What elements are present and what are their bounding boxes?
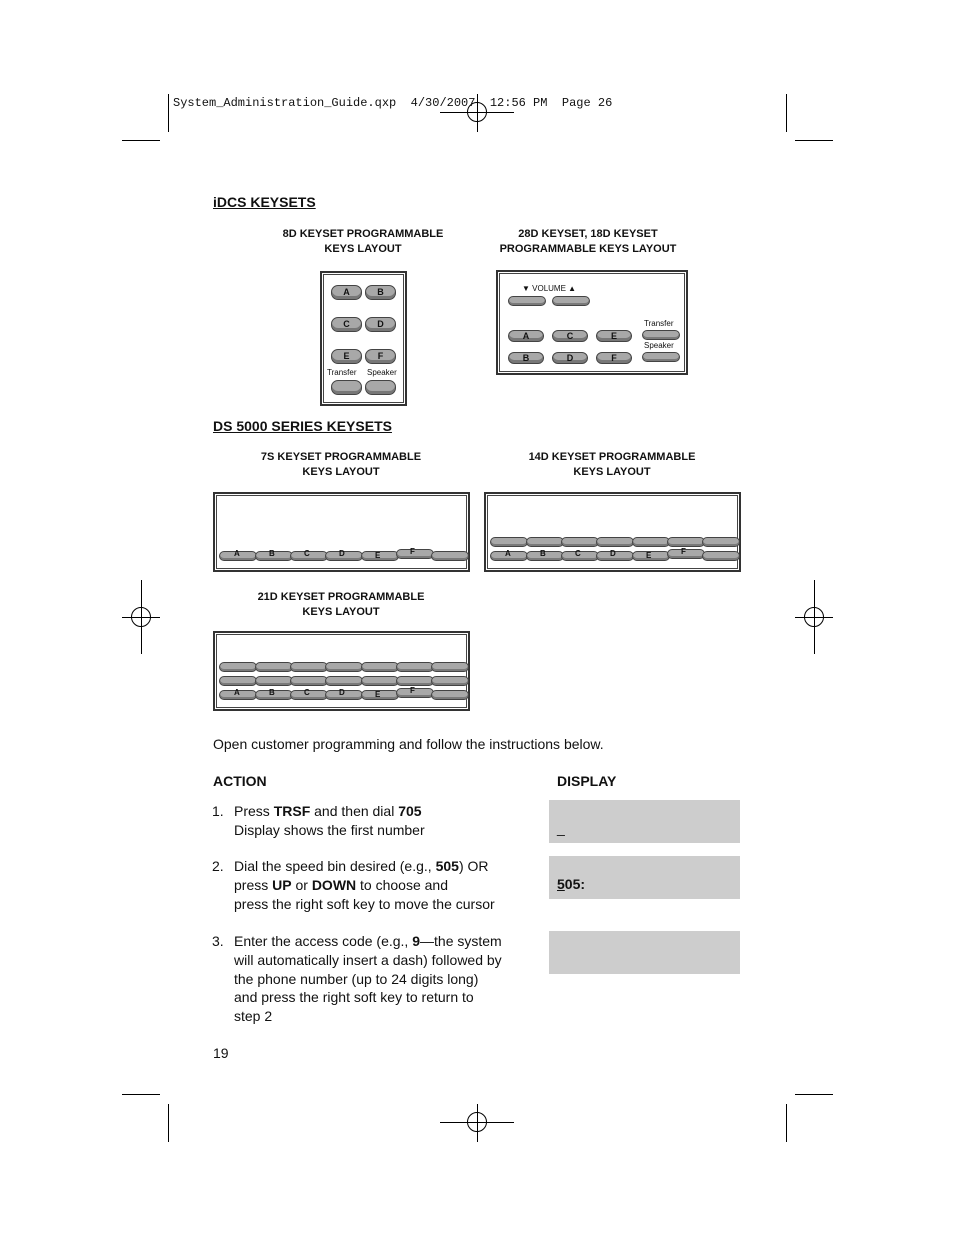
- caption-line: KEYS LAYOUT: [302, 606, 380, 618]
- step-number: 1.: [212, 803, 224, 819]
- volume-down-key: [508, 296, 546, 306]
- key-name: UP: [272, 876, 292, 893]
- section-title-ds5000: DS 5000 SERIES KEYSETS: [213, 418, 392, 434]
- key-d: D: [365, 317, 396, 332]
- caption-7s: [241, 450, 441, 480]
- key-d: D: [552, 352, 588, 364]
- key-b: [526, 551, 564, 561]
- display-header: DISPLAY: [557, 773, 617, 789]
- key-blank: [431, 676, 469, 686]
- speaker-key: [365, 380, 396, 395]
- caption-28d: [488, 227, 688, 257]
- caption-line: 14D KEYSET PROGRAMMABLE: [528, 451, 696, 463]
- key-f: [396, 688, 434, 698]
- key-blank: [396, 676, 434, 686]
- key-f: F: [596, 352, 632, 364]
- key-c: [290, 690, 328, 700]
- key-e: E: [596, 330, 632, 342]
- key-blank: [490, 537, 528, 547]
- step-text: [234, 932, 532, 1026]
- transfer-label: Transfer: [327, 368, 357, 377]
- key-d: [325, 690, 363, 700]
- key-label: B: [540, 549, 546, 558]
- volume-label: ▼ VOLUME ▲: [522, 284, 577, 293]
- key-blank: [325, 662, 363, 672]
- key-f: [396, 549, 434, 559]
- text: press the right soft key to move the cursor: [234, 895, 495, 912]
- keyset-7s-diagram: [213, 492, 470, 572]
- crop-mark: [168, 94, 169, 132]
- key-a: A: [331, 285, 362, 300]
- key-label: D: [610, 549, 616, 558]
- key-a: A: [508, 330, 544, 342]
- key-blank: [361, 662, 399, 672]
- page-number: 19: [213, 1045, 229, 1061]
- key-label: A: [234, 549, 240, 558]
- text: Press: [234, 803, 274, 819]
- action-header: ACTION: [213, 773, 267, 789]
- key-c: C: [331, 317, 362, 332]
- section-title-idcs: iDCS KEYSETS: [213, 194, 316, 210]
- step-3: [212, 932, 532, 1026]
- caption-line: 7S KEYSET PROGRAMMABLE: [260, 451, 422, 463]
- caption-line: KEYS LAYOUT: [324, 243, 402, 255]
- caption-line: 28D KEYSET, 18D KEYSET: [518, 228, 658, 240]
- key-blank: [219, 676, 257, 686]
- volume-up-key: [552, 296, 590, 306]
- caption-8d: [263, 227, 463, 257]
- display-cursor: _: [557, 820, 565, 836]
- key-label: A: [505, 549, 511, 558]
- key-blank: [526, 537, 564, 547]
- display-step-3: [549, 931, 740, 974]
- text: and then dial: [310, 803, 399, 819]
- key-blank: [219, 662, 257, 672]
- key-label: D: [339, 549, 345, 558]
- key-blank: [361, 676, 399, 686]
- text: Display shows the first number: [234, 821, 425, 838]
- step-text: [234, 802, 532, 840]
- code: 505: [435, 858, 459, 874]
- key-e: [361, 551, 399, 561]
- crop-mark: [122, 1094, 160, 1095]
- key-f: [667, 549, 705, 559]
- key-label: D: [339, 688, 345, 697]
- key-label: F: [410, 547, 415, 556]
- key-a: [219, 690, 257, 700]
- text: the phone number (up to 24 digits long): [234, 970, 479, 987]
- caption-line: 8D KEYSET PROGRAMMABLE: [282, 228, 444, 240]
- crop-mark: [786, 1104, 787, 1142]
- intro-text: Open customer programming and follow the instructions below.: [213, 736, 604, 752]
- key-blank: [632, 537, 670, 547]
- step-number: 2.: [212, 858, 224, 874]
- key-c: [290, 551, 328, 561]
- key-blank: [667, 537, 705, 547]
- key-blank: [431, 690, 469, 700]
- key-blank: [255, 662, 293, 672]
- key-label: C: [304, 549, 310, 558]
- print-slug: System_Administration_Guide.qxp 4/30/2007 12:56 PM Page 26: [173, 96, 613, 110]
- key-label: F: [681, 547, 686, 556]
- key-blank: [596, 537, 634, 547]
- display-text: [557, 876, 585, 892]
- speaker-key: [642, 352, 680, 362]
- text: step 2: [234, 1008, 273, 1025]
- code: 705: [398, 803, 422, 819]
- text: —the system: [420, 933, 502, 949]
- key-blank: [702, 537, 740, 547]
- code: 9: [412, 933, 421, 949]
- text: ) OR: [458, 858, 489, 874]
- registration-circle: [804, 607, 824, 627]
- key-blank: [431, 551, 469, 561]
- text: Enter the access code (e.g.,: [234, 933, 413, 949]
- text: will automatically insert a dash) followed by: [234, 951, 502, 968]
- key-blank: [255, 676, 293, 686]
- speaker-label: Speaker: [644, 341, 674, 350]
- key-blank: [431, 662, 469, 672]
- key-label: A: [234, 688, 240, 697]
- text: or: [291, 876, 312, 893]
- key-label: F: [410, 686, 415, 695]
- key-label: E: [375, 690, 381, 699]
- key-b: [255, 690, 293, 700]
- key-e: [361, 690, 399, 700]
- registration-circle: [131, 607, 151, 627]
- caption-line: KEYS LAYOUT: [302, 466, 380, 478]
- keyset-21d-diagram: [213, 631, 470, 711]
- key-blank: [702, 551, 740, 561]
- text: Dial the speed bin desired (e.g.,: [234, 858, 436, 874]
- key-c: C: [552, 330, 588, 342]
- transfer-key: [331, 380, 362, 395]
- text: press: [234, 876, 273, 893]
- key-b: B: [508, 352, 544, 364]
- caption-line: KEYS LAYOUT: [573, 466, 651, 478]
- keyset-28d-diagram: [496, 270, 688, 375]
- key-label: E: [375, 551, 381, 560]
- keyset-14d-diagram: [484, 492, 741, 572]
- key-f: F: [365, 349, 396, 364]
- display-rest: 05:: [564, 876, 586, 892]
- key-label: B: [269, 688, 275, 697]
- step-1: [212, 802, 532, 840]
- key-a: [490, 551, 528, 561]
- key-label: C: [575, 549, 581, 558]
- key-b: B: [365, 285, 396, 300]
- key-d: [325, 551, 363, 561]
- key-c: [561, 551, 599, 561]
- text: to choose and: [356, 876, 448, 893]
- key-blank: [561, 537, 599, 547]
- key-blank: [325, 676, 363, 686]
- step-2: [212, 857, 532, 913]
- key-blank: [290, 662, 328, 672]
- key-e: E: [331, 349, 362, 364]
- caption-line: PROGRAMMABLE KEYS LAYOUT: [499, 243, 677, 255]
- crop-mark: [786, 94, 787, 132]
- key-label: B: [269, 549, 275, 558]
- crop-mark: [795, 140, 833, 141]
- key-label: E: [646, 551, 652, 560]
- key-blank: [396, 662, 434, 672]
- caption-line: 21D KEYSET PROGRAMMABLE: [257, 591, 425, 603]
- key-label: C: [304, 688, 310, 697]
- display-cursor-digit: 5: [557, 876, 565, 892]
- key-name: DOWN: [311, 876, 357, 893]
- text: and press the right soft key to return to: [234, 989, 474, 1006]
- crop-mark: [795, 1094, 833, 1095]
- key-d: [596, 551, 634, 561]
- transfer-label: Transfer: [644, 319, 674, 328]
- caption-14d: [512, 450, 712, 480]
- display-step-1: [549, 800, 740, 843]
- transfer-key: [642, 330, 680, 340]
- registration-circle: [467, 1112, 487, 1132]
- keyset-8d-diagram: [320, 271, 407, 406]
- key-e: [632, 551, 670, 561]
- crop-mark: [122, 140, 160, 141]
- speaker-label: Speaker: [367, 368, 397, 377]
- step-number: 3.: [212, 933, 224, 949]
- caption-21d: [241, 590, 441, 620]
- key-name: TRSF: [273, 803, 311, 819]
- crop-mark: [168, 1104, 169, 1142]
- key-a: [219, 551, 257, 561]
- display-step-2: [549, 856, 740, 899]
- key-b: [255, 551, 293, 561]
- key-blank: [290, 676, 328, 686]
- step-text: [234, 857, 532, 913]
